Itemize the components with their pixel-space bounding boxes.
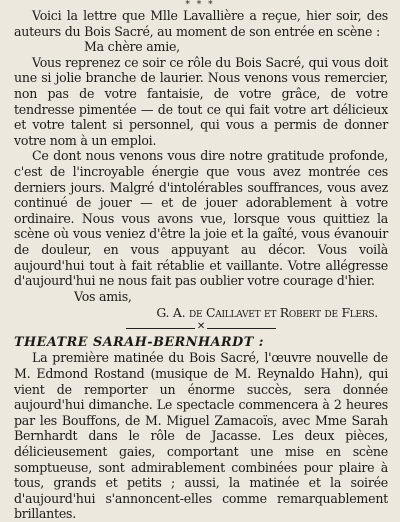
letter-salutation: Ma chère amie, (84, 39, 180, 55)
theatre-heading-line (14, 334, 388, 351)
theatre-paragraph: La première matinée du Bois Sacré, l'œuvre nouvelle de M. Edmond Rostand (musique de M. Reynaldo Hahn), qui vient de remporter un énorme succès, sera donnée aujourd'hui dimanche. Le spectacle commencera à 2 heures par les Bouffons, de M. Miguel Zamacoïs, avec Mme Sarah Bernhardt dans le rôle de Jacasse. Les deux pièces, délicieusement gaies, comportant une mise en scène somptueuse, sont admirablement combinées pour plaire à tous, grands et petits ; aussi, la matinée et la soirée d'aujourd'hui s'annoncent-elles comme remarquablement brillantes. (14, 350, 388, 522)
separator-cross-icon: ✕ (196, 320, 206, 332)
article-column (14, 8, 388, 522)
letter-closing: Vos amis, (74, 288, 132, 304)
letter-signature: G. A. de Caillavet et Robert de Flers. (156, 305, 378, 321)
letter-paragraph-2: Ce dont nous venons vous dire notre gratitude profonde, c'est de l'incroyable énergie que vous avez montrée ces derniers jours. Malgré d'intolérables souffrances, vous avez continué de jouer — et de jouer adorablement à votre ordinaire. Nous vous avons vue, lorsque vous quittiez la scène où vous veniez d'être la joie et la gaîté, vous évanouir de douleur, en vous appuyant au décor. Vous voilà aujourd'hui tout à fait rétablie et vaillante. Votre allégresse d'aujourd'hui ne nous fait pas oublier votre courage d'hier. (14, 148, 388, 289)
letter-paragraph-1: Vous reprenez ce soir ce rôle du Bois Sacré, qui vous doit une si jolie branche de laurier. Nous venons vous remercier, non pas de votre fantaisie, de votre grâce, de votre tendresse pimentée — de tout ce qui fait votre art délicieux et votre talent si personnel, qui vous a permis de donner votre nom à un emploi. (14, 54, 388, 148)
section-heading: THEATRE SARAH-BERNHARDT : (14, 334, 264, 350)
asterism-ornament: * * * (185, 0, 215, 10)
section-separator (14, 320, 388, 333)
letter-intro: Voici la lettre que Mlle Lavallière a reçue, hier soir, des auteurs du Bois Sacré, au moment de son entrée en scène : (14, 8, 388, 39)
